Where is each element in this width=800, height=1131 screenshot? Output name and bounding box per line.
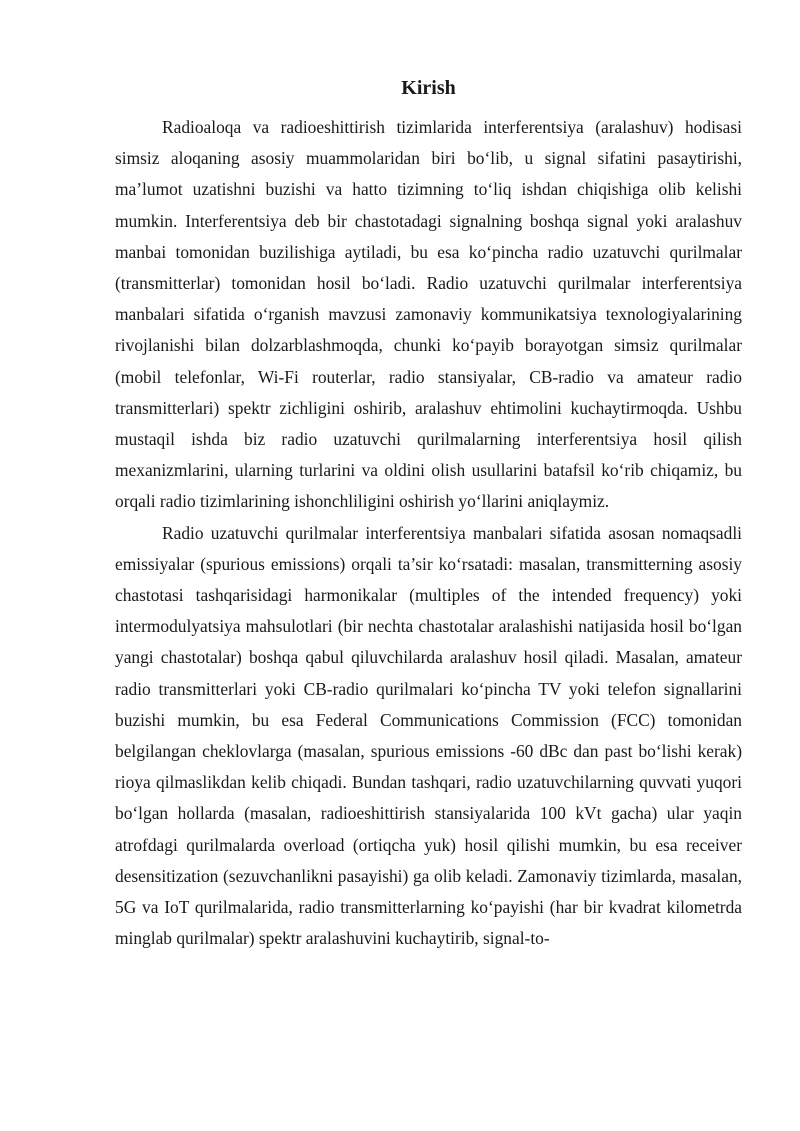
paragraph-1: Radioaloqa va radioeshittirish tizimlarida interferentsiya (aralashuv) hodisasi simsiz aloqaning asosiy muammolaridan biri bo‘lib, u signal sifatini pasaytirishi, ma’lumot uzatishni buzishi va hatto tizimning to‘liq ishdan chiqishiga olib kelishi mumkin. Interferentsiya deb bir chastotadagi signalning boshqa signal yoki aralashuv manbai tomonidan buzilishiga aytiladi, bu esa ko‘pincha radio uzatuvchi qurilmalar (transmitterlar) tomonidan hosil bo‘ladi. Radio uzatuvchi qurilmalar interferentsiya manbalari sifatida o‘rganish mavzusi zamonaviy kommunikatsiya texnologiyalarining rivojlanishi bilan dolzarblashmoqda, chunki ko‘payib borayotgan simsiz qurilmalar (mobil telefonlar, Wi-Fi routerlar, radio stansiyalar, CB-radio va amateur radio transmitterlari) spektr zichligini oshirib, aralashuv ehtimolini kuchaytirmoqda. Ushbu mustaqil ishda biz radio uzatuvchi qurilmalarning interferentsiya hosil qilish mexanizmlarini, ularning turlarini va oldini olish usullarini batafsil ko‘rib chiqamiz, bu orqali radio tizimlarining ishonchliligini oshirish yo‘llarini aniqlaymiz. — [115, 117, 742, 512]
page-title: Kirish — [401, 77, 456, 99]
body-text — [115, 112, 742, 954]
paragraph-2: Radio uzatuvchi qurilmalar interferentsiya manbalari sifatida asosan nomaqsadli emissiyalar (spurious emissions) orqali ta’sir ko‘rsatadi: masalan, transmitterning asosiy chastotasi tashqarisidagi harmonikalar (multiples of the intended frequency) yoki intermodulyatsiya mahsulotlari (bir nechta chastotalar aralashishi natijasida hosil bo‘lgan yangi chastotalar) boshqa qabul qiluvchilarda aralashuv hosil qiladi. Masalan, amateur radio transmitterlari yoki CB-radio qurilmalari ko‘pincha TV yoki telefon signallarini buzishi mumkin, bu esa Federal Communications Commission (FCC) tomonidan belgilangan cheklovlarga (masalan, spurious emissions -60 dBc dan past bo‘lishi kerak) rioya qilmaslikdan kelib chiqadi. Bundan tashqari, radio uzatuvchilarning quvvati yuqori bo‘lgan hollarda (masalan, radioeshittirish stansiyalarida 100 kVt gacha) ular yaqin atrofdagi qurilmalarda overload (ortiqcha yuk) hosil qilishi mumkin, bu esa receiver desensitization (sezuvchanlikni pasayishi) ga olib keladi. Zamonaviy tizimlarda, masalan, 5G va IoT qurilmalarida, radio transmitterlarning ko‘payishi (har bir kvadrat kilometrda minglab qurilmalar) spektr aralashuvini kuchaytirib, signal-to- — [115, 522, 742, 949]
